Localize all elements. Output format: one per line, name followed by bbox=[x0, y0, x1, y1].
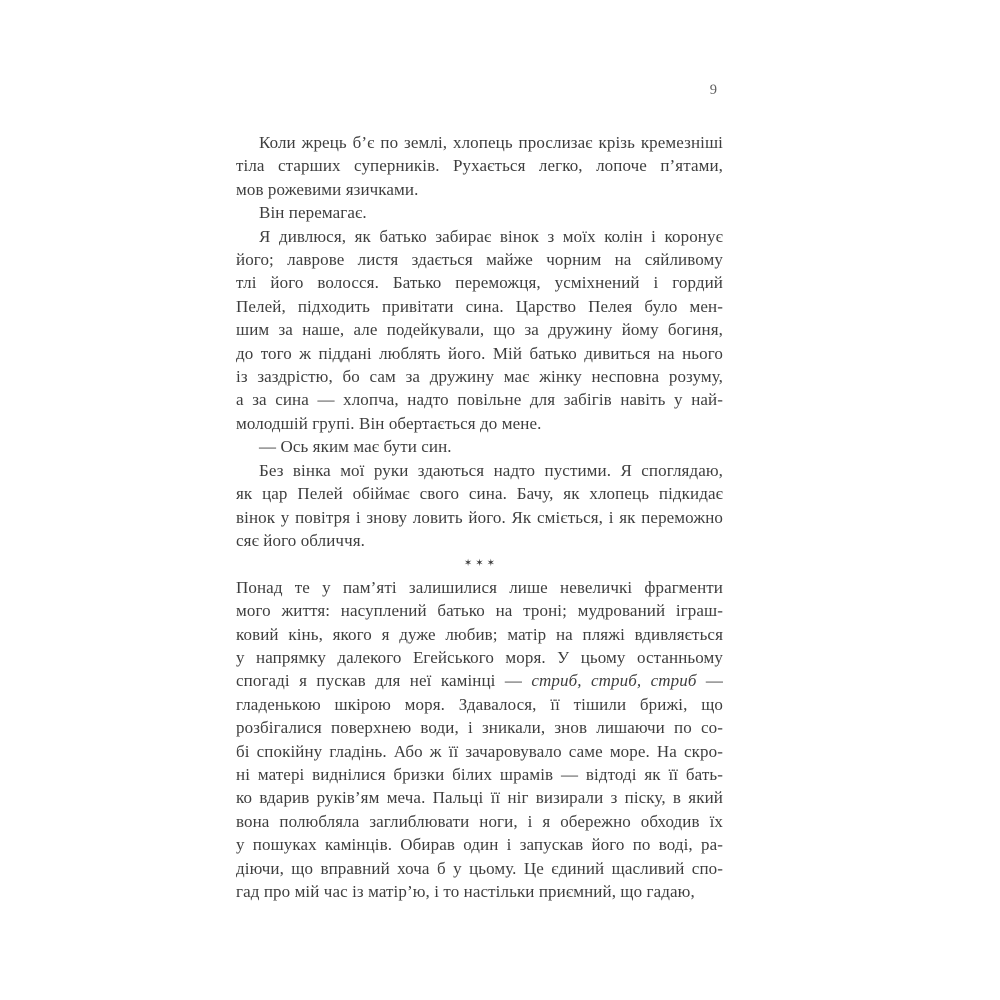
text-line: у напрямку далекого Егейського моря. У цьому останньому bbox=[236, 647, 723, 667]
text-line: вінок у повітря і знову ловить його. Як сміється, і як переможно bbox=[236, 507, 723, 527]
text-line: гад про мій час із матір’ю, і то настільки приємний, що гадаю, bbox=[236, 882, 695, 901]
text-line: розбігалися поверхнею води, і зникали, знов лишаючи по со- bbox=[236, 718, 723, 738]
text-line: тлі його волосся. Батько переможця, усміхнений і гордий bbox=[236, 273, 723, 293]
text-line: із заздрістю, бо сам за дружину має жінку несповна розуму, bbox=[236, 367, 723, 387]
paragraph bbox=[236, 435, 723, 458]
text-line bbox=[236, 669, 723, 692]
page-text bbox=[236, 131, 723, 903]
text-line: Понад те у пам’яті залишилися лише невеличкі фрагменти bbox=[236, 577, 723, 597]
text-line: вона полюбляла заглиблювати ноги, і я обережно обходив їх bbox=[236, 811, 723, 831]
italic-text: стриб, стриб, стриб bbox=[531, 671, 697, 691]
text-line: бі спокійну гладінь. Або ж її зачаровувало саме море. На скро- bbox=[236, 741, 723, 761]
text-line: Коли жрець б’є по землі, хлопець прослизає крізь кремезніші bbox=[259, 133, 723, 152]
text-line: — Ось яким має бути син. bbox=[259, 437, 452, 457]
paragraph bbox=[236, 225, 723, 436]
text-line: його; лаврове листя здається майже чорним на сяйливому bbox=[236, 250, 723, 270]
text-segment: — bbox=[696, 671, 723, 691]
text-line: молодшій групі. Він обертається до мене. bbox=[236, 413, 542, 433]
text-line: Він перемагає. bbox=[259, 203, 367, 223]
text-line: ні матері виднілися бризки білих шрамів — відтоді як її бать- bbox=[236, 764, 723, 784]
text-line: мого життя: насуплений батько на троні; мудрований іграш- bbox=[236, 601, 723, 621]
section-separator: ✶✶✶ bbox=[463, 558, 499, 570]
text-line: тіла старших суперників. Рухається легко, лопоче п’ятами, bbox=[236, 156, 723, 176]
paragraph bbox=[236, 576, 723, 904]
text-line: діючи, що вправний хоча б у цьому. Це єдиний щасливий спо- bbox=[236, 858, 723, 878]
text-line: Я дивлюся, як батько забирає вінок з моїх колін і коронує bbox=[259, 226, 723, 246]
text-line: мов рожевими язичками. bbox=[236, 179, 419, 199]
text-line: гладенькою шкірою моря. Здавалося, її тішили брижі, що bbox=[236, 694, 723, 714]
text-line: сяє його обличчя. bbox=[236, 530, 365, 550]
text-line: до того ж піддані люблять його. Мій батько дивиться на нього bbox=[236, 343, 723, 363]
text-line: ко вдарив руків’ям меча. Пальці її ніг визирали з піску, в який bbox=[236, 788, 723, 808]
text-line: як цар Пелей обіймає свого сина. Бачу, як хлопець підкидає bbox=[236, 484, 723, 504]
text-line: шим за наше, але подейкували, що за дружину йому богиня, bbox=[236, 320, 723, 340]
text-line: а за сина — хлопча, надто повільне для забігів навіть у най- bbox=[236, 390, 723, 410]
page-number: 9 bbox=[709, 82, 717, 98]
text-line: у пошуках камінців. Обирав один і запускав його по воді, ра- bbox=[236, 835, 723, 855]
paragraph bbox=[236, 131, 723, 201]
text-line: Пелей, підходить привітати сина. Царство Пелея було мен- bbox=[236, 296, 723, 316]
text-line: ковий кінь, якого я дуже любив; матір на пляжі вдивляється bbox=[236, 624, 723, 644]
paragraph bbox=[236, 459, 723, 553]
paragraph bbox=[236, 201, 723, 224]
text-line: Без вінка мої руки здаються надто пустими. Я споглядаю, bbox=[259, 460, 723, 480]
text-segment: спогаді я пускав для неї камінці — bbox=[236, 671, 532, 691]
